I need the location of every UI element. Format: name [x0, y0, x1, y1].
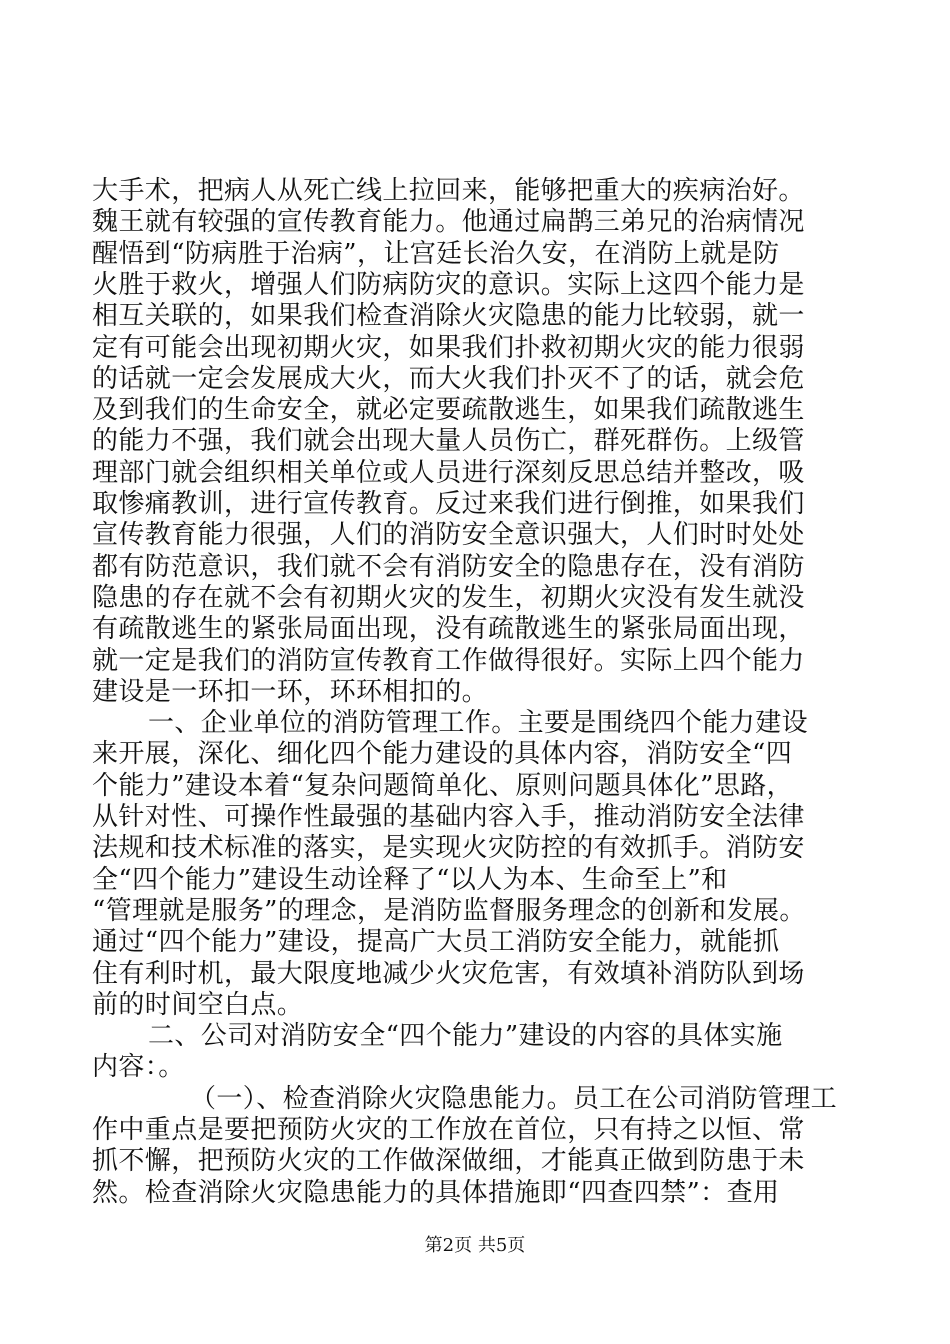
paragraph-first-line: （一）、检查消除火灾隐患能力。员工在公司消防管理工: [190, 1083, 838, 1114]
text-line: 的话就一定会发展成大火，而大火我们扑灭不了的话，就会危: [92, 363, 805, 394]
text-line: 有疏散逃生的紧张局面出现，没有疏散逃生的紧张局面出现，: [92, 614, 805, 645]
text-line: 法规和技术标准的落实，是实现火灾防控的有效抓手。消防安: [92, 833, 805, 864]
text-line: 内容：。: [92, 1052, 185, 1083]
text-line: 建设是一环扣一环，环环相扣的。: [92, 676, 489, 707]
text-line: 通过“四个能力”建设，提高广大员工消防安全能力，就能抓: [92, 927, 780, 958]
text-line: 定有可能会出现初期火灾，如果我们扑救初期火灾的能力很弱: [92, 332, 805, 363]
text-line: 前的时间空白点。: [92, 989, 304, 1020]
text-line: 来开展，深化、细化四个能力建设的具体内容，消防安全“四: [92, 739, 793, 770]
text-line: 宣传教育能力很强，人们的消防安全意识强大，人们时时处处: [92, 520, 805, 551]
text-line: 魏王就有较强的宣传教育能力。他通过扁鹊三弟兄的治病情况: [92, 207, 805, 238]
text-line: 火胜于救火，增强人们防病防灾的意识。实际上这四个能力是: [92, 269, 805, 300]
text-line: 相互关联的，如果我们检查消除火灾隐患的能力比较弱，就一: [92, 301, 805, 332]
text-line: 然。检查消除火灾隐患能力的具体措施即“四查四禁”：查用: [92, 1177, 780, 1208]
text-line: 个能力”建设本着“复杂问题简单化、原则问题具体化”思路，: [92, 770, 794, 801]
text-line: 住有利时机，最大限度地减少火灾危害，有效填补消防队到场: [92, 958, 805, 989]
paragraph-first-line: 二、公司对消防安全“四个能力”建设的内容的具体实施: [148, 1021, 783, 1052]
text-line: 隐患的存在就不会有初期火灾的发生，初期火灾没有发生就没: [92, 582, 805, 613]
text-line: 都有防范意识，我们就不会有消防安全的隐患存在，没有消防: [92, 551, 805, 582]
text-line: 醒悟到“防病胜于治病”，让宫廷长治久安，在消防上就是防: [92, 238, 780, 269]
text-line: 理部门就会组织相关单位或人员进行深刻反思总结并整改，吸: [92, 457, 805, 488]
text-line: 取惨痛教训，进行宣传教育。反过来我们进行倒推，如果我们: [92, 489, 805, 519]
page-number: 第2页 共5页: [424, 1235, 526, 1256]
text-line: 的能力不强，我们就会出现大量人员伤亡，群死群伤。上级管: [92, 426, 805, 457]
text-line: 大手术，把病人从死亡线上拉回来，能够把重大的疾病治好。: [92, 176, 805, 206]
paragraph-first-line: 一、企业单位的消防管理工作。主要是围绕四个能力建设: [148, 708, 809, 739]
text-line: 作中重点是要把预防火灾的工作放在首位，只有持之以恒、常: [92, 1115, 805, 1145]
text-line: “管理就是服务”的理念，是消防监督服务理念的创新和发展。: [92, 895, 806, 926]
text-line: 及到我们的生命安全，就必定要疏散逃生，如果我们疏散逃生: [92, 395, 805, 426]
text-line: 从针对性、可操作性最强的基础内容入手，推动消防安全法律: [92, 802, 805, 832]
text-line: 全“四个能力”建设生动诠释了“以人为本、生命至上”和: [92, 864, 728, 895]
text-line: 抓不懈，把预防火灾的工作做深做细，才能真正做到防患于未: [92, 1146, 805, 1177]
text-line: 就一定是我们的消防宣传教育工作做得很好。实际上四个能力: [92, 645, 805, 676]
